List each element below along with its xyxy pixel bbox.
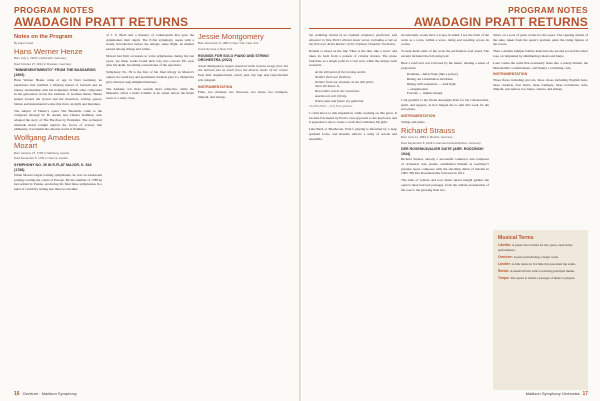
- col2-para-4: The Andante con moto sounds more reflective, while the Menuetto offers a rustic Ländler at its center before the finale races to a witty close.: [106, 86, 194, 100]
- strauss-para-1: Richard Strauss, already a successful conductor and composer of orchestral tone poems, established himself as Germany’s greatest opera composer with the shocking debut of Salome in 1905. His Der Rosenkavalier followed in 1911.: [401, 157, 489, 176]
- quote-block: [407, 72, 489, 96]
- strauss-died: Died September 8, 1949 in Garmisch-Partenkirchen, Germany: [401, 140, 481, 145]
- r-instrumentation-text: Strings and piano: [401, 119, 425, 124]
- r-c2-para-1: Occasionally works have a scope, in mind, I see the form of the work as a wave, within a wave, rising and receding across its course.: [401, 33, 489, 47]
- glossary-item: Ländler: A folk dance in 3/4 time that preceded the waltz.: [498, 261, 576, 266]
- mozart-name: Wolfgang Amadeus Mozart: [14, 133, 80, 151]
- jessie-lives: Currently lives in New York: [198, 47, 233, 51]
- musical-terms-box: [493, 230, 588, 390]
- mozart-work: SYMPHONY NO. 39 IN E-FLAT MAJOR, K. 543 (1788): [14, 163, 92, 172]
- left-col-1: [14, 33, 102, 194]
- header-line1: PROGRAM NOTES: [14, 5, 94, 15]
- right-col-2: [401, 33, 489, 195]
- instrumentation-text: Flute, two clarinets, two bassoons, two horns, two trumpets, timpani, and strings.: [198, 90, 288, 99]
- right-page: [301, 0, 600, 401]
- instrumentation-heading: INSTRUMENTATION: [198, 84, 233, 89]
- header-line2: AWADAGIN PRATT RETURNS: [14, 14, 189, 29]
- mozart-born: Born January 27, 1756 in Salzburg, Austria: [14, 150, 69, 155]
- jessie-para-1: Jessie Montgomery began classical violin lessons at age four, but she learned just as much from the diverse music of her Lower East Side neighborhood, where jazz, hip hop and experimental arts mingled.: [198, 63, 288, 82]
- strauss-name: Richard Strauss: [401, 125, 456, 135]
- mozart-para-1: When Mozart began writing symphonies, he was an adolescent prodigy touring the courts of Europe. By the summer of 1788 he had settled in Vienna, producing his final three symphonies in a burst of creativity lasting less than two months.: [14, 173, 102, 192]
- header-right-line2: AWADAGIN PRATT RETURNS: [413, 14, 588, 29]
- left-page-number: 16: [14, 391, 20, 397]
- poem-line: Neither from nor towards; at the still point,: [315, 79, 374, 84]
- hans-para-1: Hans Werner Henze came of age in Nazi Germany, an experience that instilled a lifelong hatred of fascism and an uneasy relationship with his homeland. While other composers in his generation recast the tradition of German music, Henze leaned toward the lyrical and the theatrical, writing operas, ballets and instrumental works that drew on myth and literature.: [14, 78, 102, 106]
- strauss-work: DER ROSENKAVALIER SUITE (ARR. RODZIŃSKI 1944): [401, 147, 484, 156]
- r-c1-para-4: Like Bach or Beethoven, Pratt’s playing is informed by a deep spiritual focus, and Rounds reflects a unity of soloist and ensemble.: [309, 127, 397, 141]
- header-right-line1: PROGRAM NOTES: [508, 5, 588, 15]
- r-c3-para-2: Then a sudden trumpet fanfare leads into the second act and the silver rose, accompanied by shimmering celesta and harps.: [493, 49, 588, 58]
- quote-line: Rondeau—AKA Node (like a prayer): [407, 72, 458, 77]
- r-c2-para-2: To help them some of the work the performers read aloud. The excerpt included the following text:: [401, 49, 489, 58]
- poem-line: At the still point of the turning world.: [315, 70, 366, 75]
- r-c2-para-4: I am grateful to my friend Awadagin Pratt for his collaboration, spirit, and support, as he’s helped me to spin this work for the solo piano.: [401, 98, 489, 112]
- glossary-item: Tempo: The speed at which a passage of music is played.: [498, 275, 576, 280]
- hans-name: Hans Werner Henze: [14, 46, 83, 56]
- r-instrumentation-heading-2: INSTRUMENTATION: [493, 72, 528, 77]
- r-c1-para-1: the wobbling thread of an isolated composer, performer, and educator in New York’s vibrant music scene, including a role as the first-ever Artist Partner of the Orpheus Chamber Orchestra.: [309, 33, 397, 47]
- poem-line: Where past and future are gathered.: [315, 98, 364, 103]
- jessie-work: ROUNDS FOR SOLO PIANO AND STRING ORCHESTRA (2022): [198, 53, 269, 63]
- strauss-para-2: The suite of waltzes and love music heard tonight gathers the opera’s most beloved passages, from the radiant presentation of the rose to the glowing final trio.: [401, 178, 489, 192]
- r-c1-para-2: Rounds is based on the line ‘Here is the line, like a wave’ and takes its form from a pattern of circular motion. The piano functions as a single point in a vast web, while the strings swirl around it.: [309, 49, 397, 68]
- hans-died: Died October 27, 2012 in Dresden, Germany: [14, 61, 72, 66]
- quote-line: Fractals — infinite design: [407, 91, 443, 96]
- jessie-born: Born December 8, 1981 in New York, New York: [198, 41, 259, 46]
- strauss-born: Born June 11, 1864 in Munich, Germany: [401, 134, 453, 139]
- right-col-1: [309, 33, 397, 144]
- mozart-died: Died December 5, 1791 in Vienna, Austria: [14, 156, 68, 161]
- left-footer-text: Overture · Madison Symphony: [22, 391, 77, 396]
- poem-line: And do not call it fixity,: [315, 93, 347, 98]
- r-c2-para-3: Here a brief text was followed by the music, lending a sense of proportion:: [401, 60, 489, 70]
- r-instrumentation-text-2: Three flutes including piccolo, three oboes including English horn, three clarinets, four horns, three trumpets, three trombones, tuba, timpani, percussion, two harps, celesta, and strings.: [493, 77, 588, 92]
- left-page: [0, 0, 299, 401]
- notes-title: Notes on the Program: [14, 34, 73, 40]
- left-col-3: [198, 33, 288, 102]
- running-header: [14, 6, 188, 28]
- col2-para-2: Mozart had firm occasions to write symphonies during his last years, yet these works found their way into concert life soon after his death, becoming cornerstones of the repertoire.: [106, 54, 194, 68]
- col2-para-3: Symphony No. 39 is the first of the final trilogy in Mozart’s output. Its warm key and prominent clarinets give it a distinctive glow that has long delighted listeners.: [106, 70, 194, 84]
- header-rule-right: [309, 28, 588, 29]
- hans-work: “MINNESENTIMIENTO” FROM THE BASSARIDS (1965): [14, 68, 96, 77]
- glossary-item: Libretto: A preset text written for the opera, used in the performance.: [498, 243, 573, 252]
- glossary-item: Rondo: A musical form with a recurring principal theme.: [498, 268, 575, 273]
- header-rule: [14, 28, 291, 29]
- right-col-3: [493, 33, 588, 94]
- r-c1-para-3: I could move to this inspiration, while working on this piece. It became fascinated by Pratt’s own approach to the keyboard, and it appealed to me to create a work that celebrates his gifts.: [309, 111, 397, 125]
- jessie-name: Jessie Montgomery: [198, 32, 264, 41]
- quote-line: —sanguinolent: [407, 86, 428, 91]
- running-header-right: [414, 6, 588, 28]
- hans-para-2: The subject of Henze’s opera The Bassarids came to the composer through W. H. Auden and Chester Kallman, who adapted the story of The Bacchae by Euripides. The orchestral interlude heard tonight depicts the forces of ecstasy that ultimately overwhelm the rational world of Pentheus.: [14, 108, 102, 132]
- col2-para-1: of J. S. Bach and a mastery of counterpoint that gave the symphonies their depth. The E-flat symphony opens with a stately introduction before the Allegro takes flight, its themes passed among strings and winds.: [106, 33, 194, 52]
- left-col-2: [106, 33, 194, 103]
- glossary-item: Overture: A piece introducing a larger work.: [498, 254, 559, 259]
- poem-line: there the dance is,: [315, 84, 340, 89]
- poem-line: Neither flesh nor fleshless;: [315, 75, 352, 79]
- right-footer-text: Madison Symphony Orchestra: [525, 391, 580, 396]
- musical-terms-title: Musical Terms: [498, 235, 534, 241]
- quote-line: Rising out a meditation and Rises: [407, 77, 453, 82]
- r-instrumentation-heading: INSTRUMENTATION: [401, 114, 436, 119]
- hans-born: Born July 1, 1926 in Gütersloh, Germany: [14, 55, 67, 60]
- quote-line: Rising with expansion — dark light,: [407, 81, 457, 86]
- r-c3-para-1: draws on a pool of great works for the opera. The opening strains of the suite, taken from the opera’s prelude, paint the rising figures of the lovers.: [493, 33, 588, 47]
- right-page-number: 17: [582, 391, 588, 397]
- poem-line: But neither arrest nor movement.: [315, 89, 360, 94]
- byline: By Aaron Grad: [14, 40, 33, 45]
- r-c3-para-3: Later comes the waltz that eventually fades into a stately minuet, the Marschallin’s wistful music, and finally a rollicking coda.: [493, 60, 588, 70]
- poem-block: [315, 70, 397, 103]
- left-footer: [14, 391, 77, 397]
- poem-credit: The Still Point — from Four Quartets: [309, 104, 353, 109]
- right-footer: [526, 391, 588, 397]
